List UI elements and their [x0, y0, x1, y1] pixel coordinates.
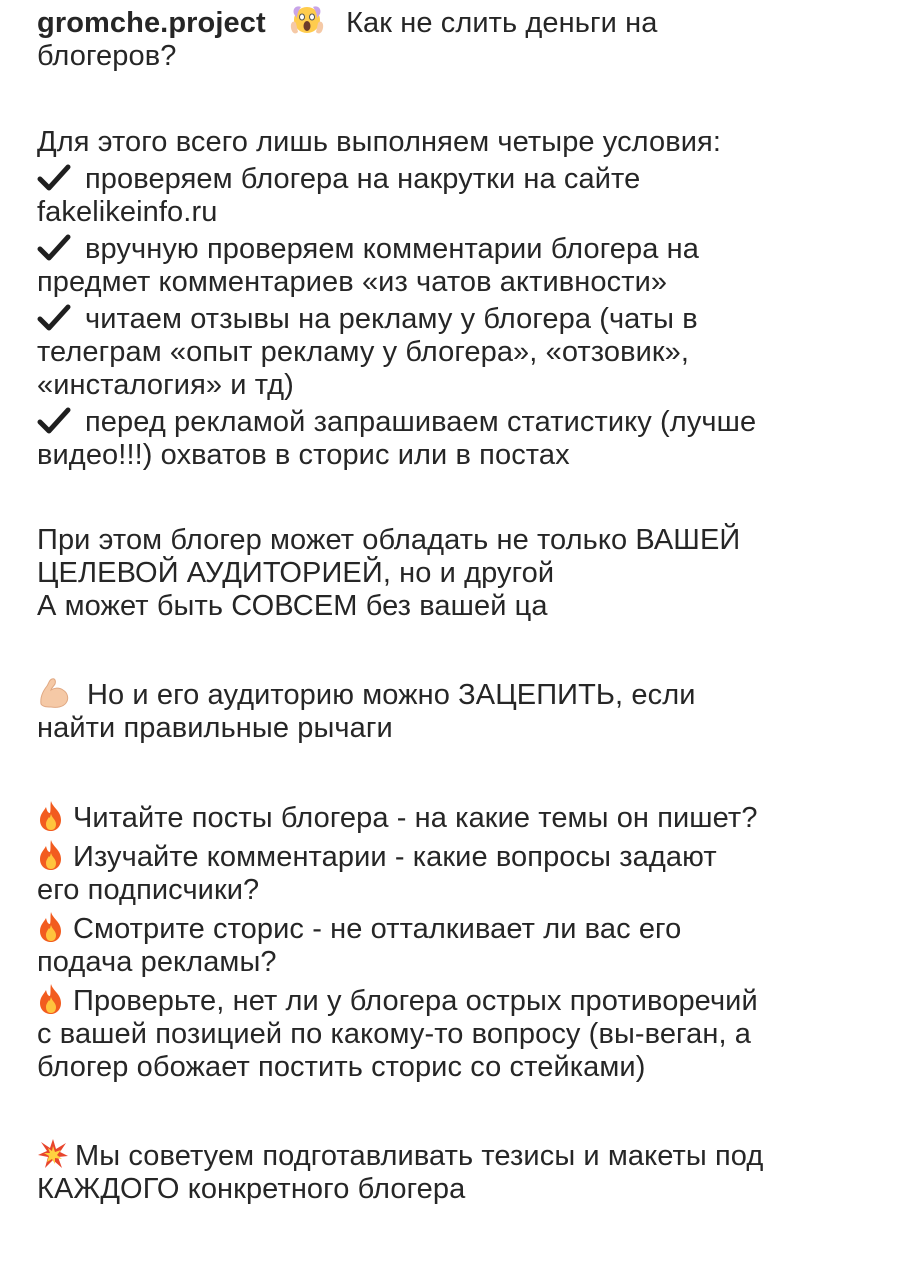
- check-mark-icon: [37, 164, 71, 192]
- paragraph-gap: [37, 73, 868, 126]
- caption-line: КАЖДОГО конкретного блогера: [37, 1173, 466, 1205]
- caption-line: предмет комментариев «из чатов активности»: [37, 266, 668, 298]
- screaming-face-icon: [288, 4, 326, 38]
- caption-line: блогеров?: [37, 40, 177, 72]
- check-mark-icon: [37, 407, 71, 435]
- advice-item: [37, 1138, 868, 1173]
- caption-line: [37, 4, 868, 40]
- caption-line: fakelikeinfo.ru: [37, 196, 218, 228]
- caption-line: А может быть СОВСЕМ без вашей ца: [37, 590, 548, 622]
- caption-line: Для этого всего лишь выполняем четыре условия:: [37, 126, 722, 158]
- caption-line: «инсталогия» и тд): [37, 369, 294, 401]
- tip-text: Смотрите сторис - не отталкивает ли вас его: [73, 913, 682, 945]
- tip-text: Проверьте, нет ли у блогера острых противоречий: [73, 985, 758, 1017]
- caption-line: телеграм «опыт рекламу у блогера», «отзовик»,: [37, 336, 690, 368]
- caption-line: ЦЕЛЕВОЙ АУДИТОРИЕЙ, но и другой: [37, 557, 555, 589]
- flexed-biceps-icon: [37, 677, 71, 709]
- tip-item: [37, 983, 868, 1018]
- caption-title: Как не слить деньги на: [346, 7, 658, 39]
- tip-text: Читайте посты блогера - на какие темы он пишет?: [73, 802, 758, 834]
- caption-line: При этом блогер может обладать не только ВАШЕЙ: [37, 524, 741, 556]
- checklist-item: [37, 233, 868, 266]
- checklist-text: вручную проверяем комментарии блогера на: [85, 233, 699, 265]
- checklist-item: [37, 163, 868, 196]
- advice-text: Мы советуем подготавливать тезисы и макеты под: [75, 1140, 764, 1172]
- fire-icon: [37, 839, 65, 871]
- checklist-text: читаем отзывы на рекламу у блогера (чаты в: [85, 303, 698, 335]
- fire-icon: [37, 800, 65, 832]
- caption-line: подача рекламы?: [37, 946, 277, 978]
- checklist-item: [37, 406, 868, 439]
- tip-item: [37, 800, 868, 835]
- tip-text: Изучайте комментарии - какие вопросы задают: [73, 841, 717, 873]
- post-username[interactable]: gromche.project: [37, 7, 266, 39]
- caption-line: найти правильные рычаги: [37, 712, 393, 744]
- caption-line: его подписчики?: [37, 874, 260, 906]
- checklist-text: проверяем блогера на накрутки на сайте: [85, 163, 641, 195]
- collision-icon: [37, 1138, 69, 1170]
- caption-line: с вашей позицией по какому-то вопросу (вы-веган, а: [37, 1018, 751, 1050]
- checklist-item: [37, 303, 868, 336]
- check-mark-icon: [37, 234, 71, 262]
- paragraph-gap: [37, 472, 868, 524]
- checklist-text: перед рекламой запрашиваем статистику (лучше: [85, 406, 757, 438]
- caption-text: Но и его аудиторию можно ЗАЦЕПИТЬ, если: [87, 679, 696, 711]
- tip-item: [37, 839, 868, 874]
- caption-line: видео!!!) охватов в сторис или в постах: [37, 439, 570, 471]
- fire-icon: [37, 983, 65, 1015]
- paragraph-gap: [37, 1084, 868, 1138]
- check-mark-icon: [37, 304, 71, 332]
- paragraph-gap: [37, 745, 868, 800]
- caption-line: блогер обожает постить сторис со стейками): [37, 1051, 646, 1083]
- tip-item: [37, 911, 868, 946]
- fire-icon: [37, 911, 65, 943]
- caption-line: [37, 677, 868, 712]
- paragraph-gap: [37, 623, 868, 677]
